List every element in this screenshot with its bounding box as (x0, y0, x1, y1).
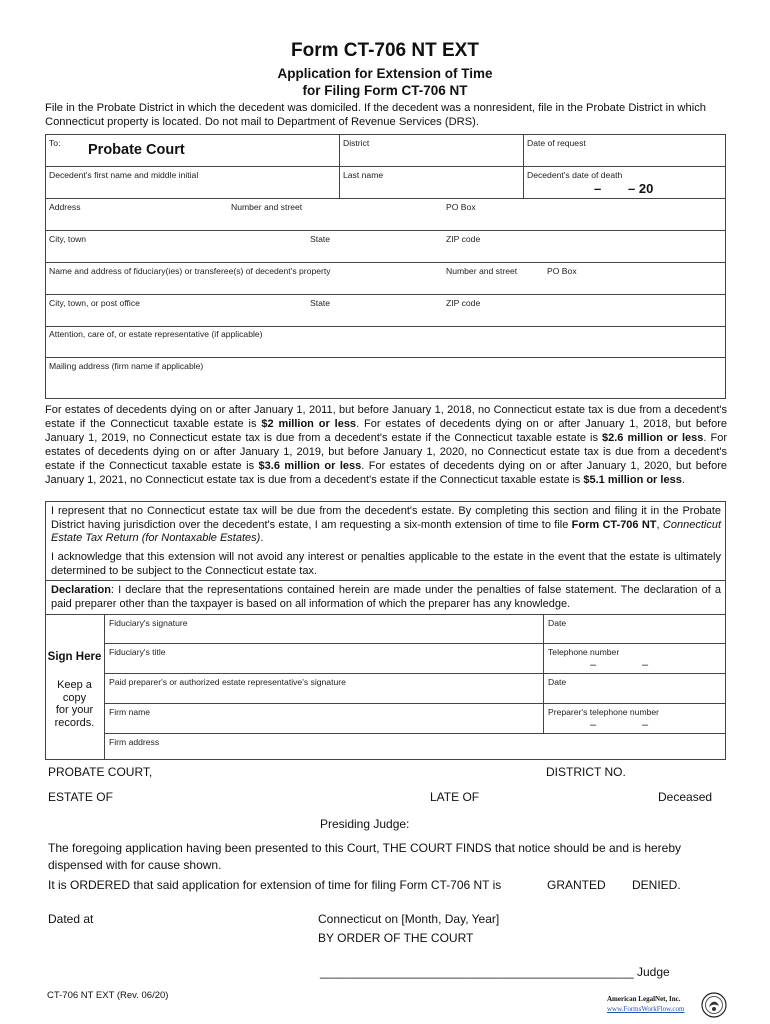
firm-address-field[interactable]: Firm address (109, 737, 160, 747)
telephone-dash-1: – (590, 659, 597, 671)
form-subtitle-2: for Filing Form CT-706 NT (302, 83, 468, 98)
fiduciary-name-address-field[interactable]: Name and address of fiduciary(ies) or transferee(s) of decedent's property (49, 266, 331, 276)
filing-instructions: File in the Probate District in which the decedent was domiciled. If the decedent was a nonresident, file in the Probate District in which Connecticut property is located. Do not mail to Department of Revenue Services (DRS). (45, 102, 707, 128)
preparer-telephone-field[interactable]: Preparer's telephone number (548, 707, 660, 717)
decedent-address-field[interactable]: Address (49, 202, 81, 212)
presiding-judge-label: Presiding Judge: (320, 817, 410, 831)
connecticut-on-date-label: Connecticut on [Month, Day, Year] (318, 912, 500, 926)
attention-field[interactable]: Attention, care of, or estate representative (if applicable) (49, 329, 263, 339)
publisher-brand: American LegalNet, Inc. www.FormsWorkFlow.com (607, 995, 685, 1013)
form-subtitle-1: Application for Extension of Time (277, 66, 493, 81)
acknowledgement-statement: I acknowledge that this extension will not avoid any interest or penalties applicable to the estate in the event that the estate is ultimately determined to be subject to the Connecticut estate tax. (51, 551, 721, 577)
preparer-telephone-dash-2: – (642, 719, 649, 731)
probate-court-label: PROBATE COURT, (48, 765, 153, 779)
fiduciary-city-field[interactable]: City, town, or post office (49, 298, 140, 308)
telephone-dash-2: – (642, 659, 649, 671)
fiduciary-zip-field[interactable]: ZIP code (446, 298, 481, 308)
district-no-label: DISTRICT NO. (546, 765, 626, 779)
fiduciary-number-street-label: Number and street (446, 266, 518, 276)
preparer-telephone-dash-1: – (590, 719, 597, 731)
to-label: To: (49, 138, 61, 148)
preparer-date-field[interactable]: Date (548, 677, 567, 687)
keep-copy-note: Keep a copy for your records. (54, 679, 95, 729)
po-box-field[interactable]: PO Box (446, 202, 476, 212)
judge-signature-line[interactable]: _______________________________________________ Judge (320, 965, 670, 979)
form-revision: CT-706 NT EXT (Rev. 06/20) (47, 990, 169, 1001)
state-field[interactable]: State (310, 234, 331, 244)
publisher-seal-icon (701, 992, 727, 1018)
form-title: Form CT-706 NT EXT (291, 40, 479, 61)
court-ordered-statement: It is ORDERED that said application for extension of time for filing Form CT-706 NT is (48, 878, 502, 892)
decedent-first-name-field[interactable]: Decedent's first name and middle initial (49, 170, 199, 180)
by-order-label: BY ORDER OF THE COURT (318, 931, 474, 945)
representation-statement: I represent that no Connecticut estate tax will be due from the decedent's estate. By completing this section and filing it in the Probate District having jurisdiction over the decedent's estate, I am requesting a six-month extension of time to file Form CT-706 NT, Connecticut Estate Tax Return (for Nontaxable Estates). (51, 505, 721, 544)
fiduciary-state-field[interactable]: State (310, 298, 331, 308)
signature-date-field[interactable]: Date (548, 618, 567, 628)
publisher-link[interactable]: www.FormsWorkFlow.com (607, 1005, 685, 1013)
preparer-signature-field[interactable]: Paid preparer's or authorized estate representative's signature (109, 677, 346, 687)
city-town-field[interactable]: City, town (49, 234, 87, 244)
dated-at-label: Dated at (48, 912, 94, 926)
date-of-request-field[interactable]: Date of request (527, 138, 586, 148)
number-street-label: Number and street (231, 202, 303, 212)
telephone-field[interactable]: Telephone number (548, 647, 620, 657)
mailing-address-field[interactable]: Mailing address (firm name if applicable) (49, 361, 204, 371)
fiduciary-title-field[interactable]: Fiduciary's title (109, 647, 166, 657)
date-of-death-field[interactable]: Decedent's date of death (527, 170, 623, 180)
declaration-statement: Declaration: I declare that the representations contained herein are made under the penalties of false statement. The declaration of a paid preparer other than the taxpayer is based on all information of which the preparer has any knowledge. (51, 584, 721, 610)
decedent-last-name-field[interactable]: Last name (343, 170, 384, 180)
sign-here-label: Sign Here (47, 651, 102, 663)
estate-of-label: ESTATE OF (48, 790, 113, 804)
fiduciary-signature-field[interactable]: Fiduciary's signature (109, 618, 188, 628)
fiduciary-po-box-field[interactable]: PO Box (547, 266, 577, 276)
granted-option[interactable]: GRANTED (547, 878, 606, 892)
court-finds-statement: The foregoing application having been presented to this Court, THE COURT FINDS that notice should be and is hereby dispensed with for cause shown. (48, 841, 682, 872)
zip-code-field[interactable]: ZIP code (446, 234, 481, 244)
estate-tax-threshold-text: For estates of decedents dying on or after January 1, 2011, but before January 1, 2018, no Connecticut estate tax is due from a decedent's estate if the Connecticut taxable estate is $2 million or less. For estates of decedents dying on or after January 1, 2018, but before January 1, 2019, no Connecticut estate tax is due from a decedent's estate if the Connecticut taxable estate is $2.6 million or less. For estates of decedents dying on or after January 1, 2019, but before January 1, 2020, no Connecticut estate tax is due from a decedent's estate if the Connecticut taxable estate is $3.6 million or less. For estates of decedents dying on or after January 1, 2020, but before January 1, 2021, no Connecticut estate tax is due from a decedent's estate if the Connecticut taxable estate is $5.1 million or less. (45, 404, 728, 486)
firm-name-field[interactable]: Firm name (109, 707, 151, 717)
date-of-death-year-prefix: – 20 (628, 181, 654, 196)
denied-option[interactable]: DENIED. (632, 878, 681, 892)
late-of-label: LATE OF (430, 790, 480, 804)
deceased-label: Deceased (658, 790, 713, 804)
district-field[interactable]: District (343, 138, 370, 148)
probate-court-name[interactable]: Probate Court (88, 142, 185, 158)
date-of-death-separator: – (594, 181, 602, 196)
